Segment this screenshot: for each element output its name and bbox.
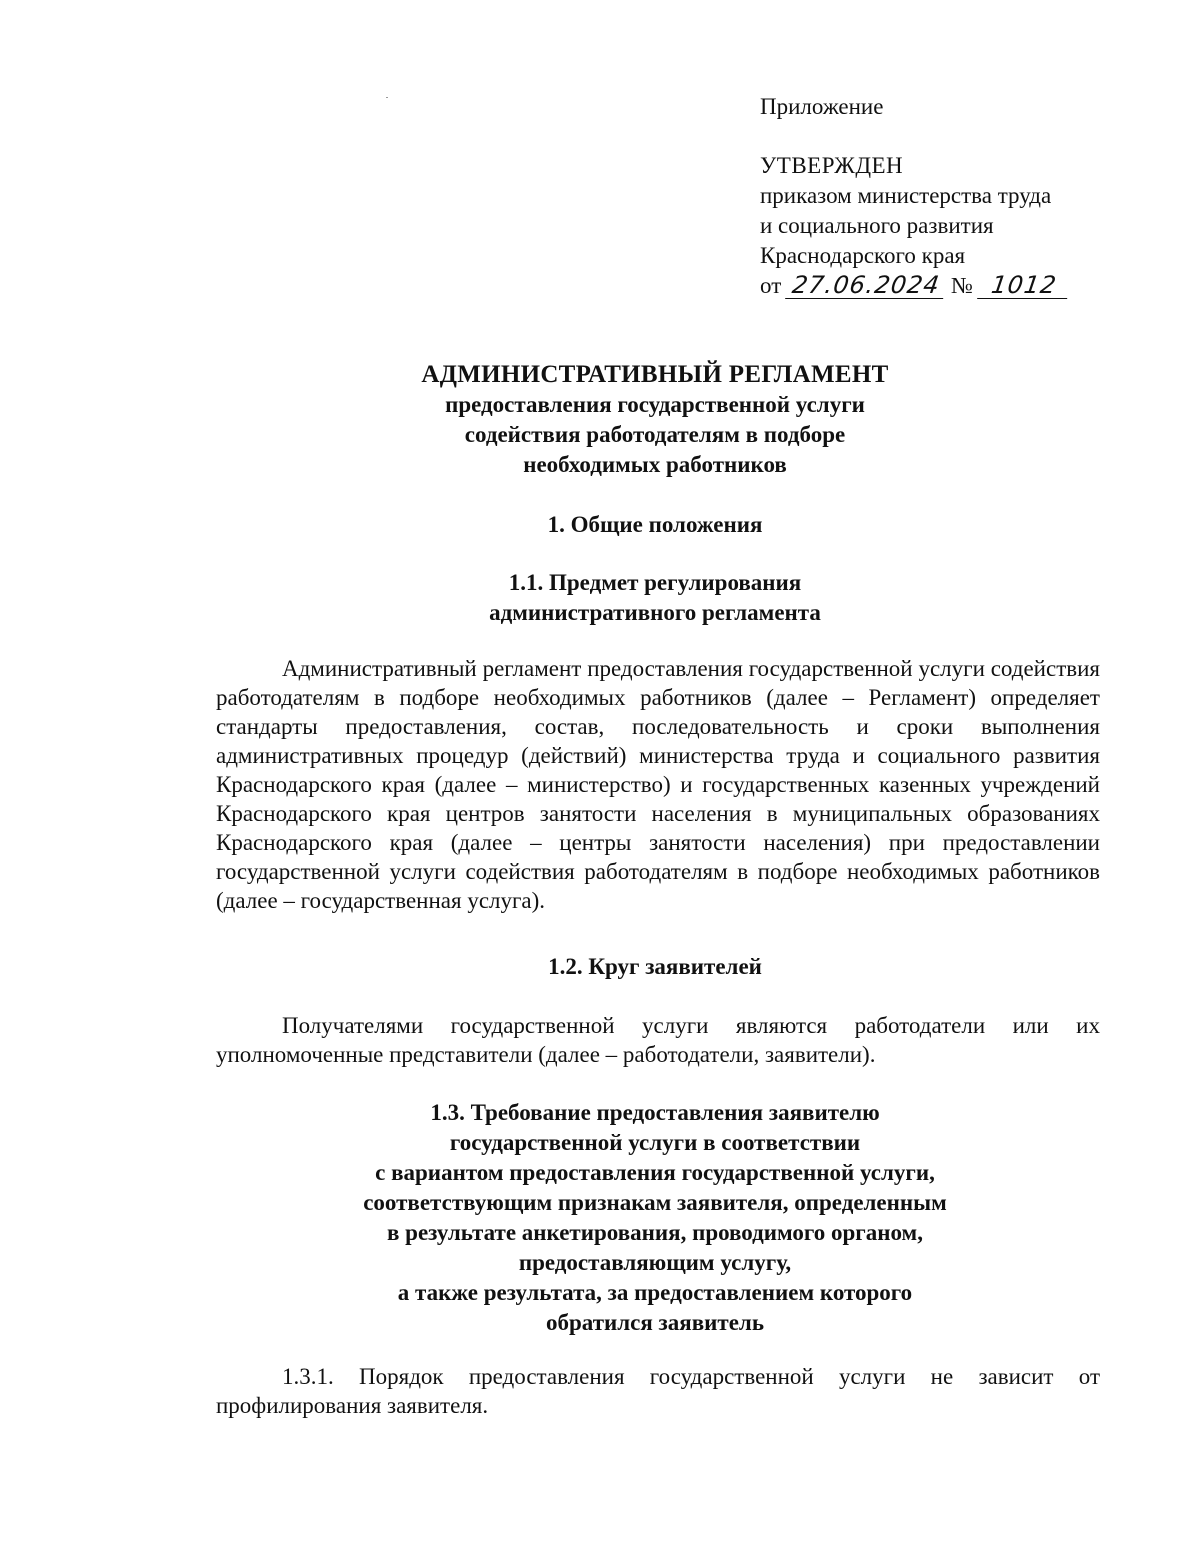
approval-date-line xyxy=(760,271,1120,301)
number-sign: № xyxy=(951,273,973,298)
section-1-3-heading-line-7: а также результата, за предоставлением которого xyxy=(397,1280,913,1305)
section-1-1-heading xyxy=(200,568,1110,628)
section-1-3-heading-line-5: в результате анкетирования, проводимого органом, xyxy=(387,1220,923,1245)
section-1-3-heading-line-1: 1.3. Требование предоставления заявителю xyxy=(430,1100,880,1125)
section-1-3-1-paragraph: 1.3.1. Порядок предоставления государственной услуги не зависит от профилирования заявителя. xyxy=(216,1364,1100,1418)
appendix-label: Приложение xyxy=(760,94,884,119)
section-1-3-heading-line-6: предоставляющим услугу, xyxy=(518,1250,792,1275)
section-1-heading xyxy=(200,510,1110,540)
section-1-2-heading-text: 1.2. Круг заявителей xyxy=(548,954,762,979)
section-1-1-heading-line-2: административного регламента xyxy=(489,600,821,625)
handwritten-number: 1012 xyxy=(977,272,1071,299)
title-line-2: предоставления государственной услуги xyxy=(445,392,865,417)
section-1-3-heading-line-3: с вариантом предоставления государственной услуги, xyxy=(375,1160,935,1185)
section-1-3-heading-line-2: государственной услуги в соответствии xyxy=(449,1130,861,1155)
handwritten-date: 27.06.2024 xyxy=(785,272,947,299)
section-1-2-paragraph: Получателями государственной услуги являются работодатели или их уполномоченные представители (далее – работодатели, заявители). xyxy=(216,1013,1100,1067)
section-1-3-heading-line-4: соответствующим признакам заявителя, определенным xyxy=(363,1190,947,1215)
scan-speck xyxy=(386,97,388,98)
approved-label: УТВЕРЖДЕН xyxy=(760,153,904,178)
section-1-3-heading-line-8: обратился заявитель xyxy=(546,1310,764,1335)
section-1-heading-text: 1. Общие положения xyxy=(547,512,763,537)
title-main: АДМИНИСТРАТИВНЫЙ РЕГЛАМЕНТ xyxy=(421,361,889,388)
document-title xyxy=(200,360,1110,480)
approval-line-2: и социального развития xyxy=(760,213,994,238)
title-line-3: содействия работодателям в подборе xyxy=(464,422,846,447)
approval-block xyxy=(760,92,1120,301)
section-1-3-heading xyxy=(200,1098,1110,1338)
date-prefix: от xyxy=(760,273,782,298)
approval-line-3: Краснодарского края xyxy=(760,243,966,268)
section-1-1-paragraph: Административный регламент предоставления государственной услуги содействия работодателям в подборе необходимых работников (далее – Регламент) определяет стандарты предоставления, состав, последовательность и сроки выполнения административных процедур (действий) министерства труда и социального развития Краснодарского края (далее – министерство) и государственных казенных учреждений Краснодарского края центров занятости населения в муниципальных образованиях Краснодарского края (далее – центры занятости населения) при предоставлении государственной услуги содействия работодателям в подборе необходимых работников (далее – государственная услуга). xyxy=(216,656,1100,913)
section-1-1-heading-line-1: 1.1. Предмет регулирования xyxy=(508,570,802,595)
section-1-2-heading xyxy=(200,952,1110,982)
title-line-4: необходимых работников xyxy=(523,452,787,477)
approval-line-1: приказом министерства труда xyxy=(760,183,1052,208)
